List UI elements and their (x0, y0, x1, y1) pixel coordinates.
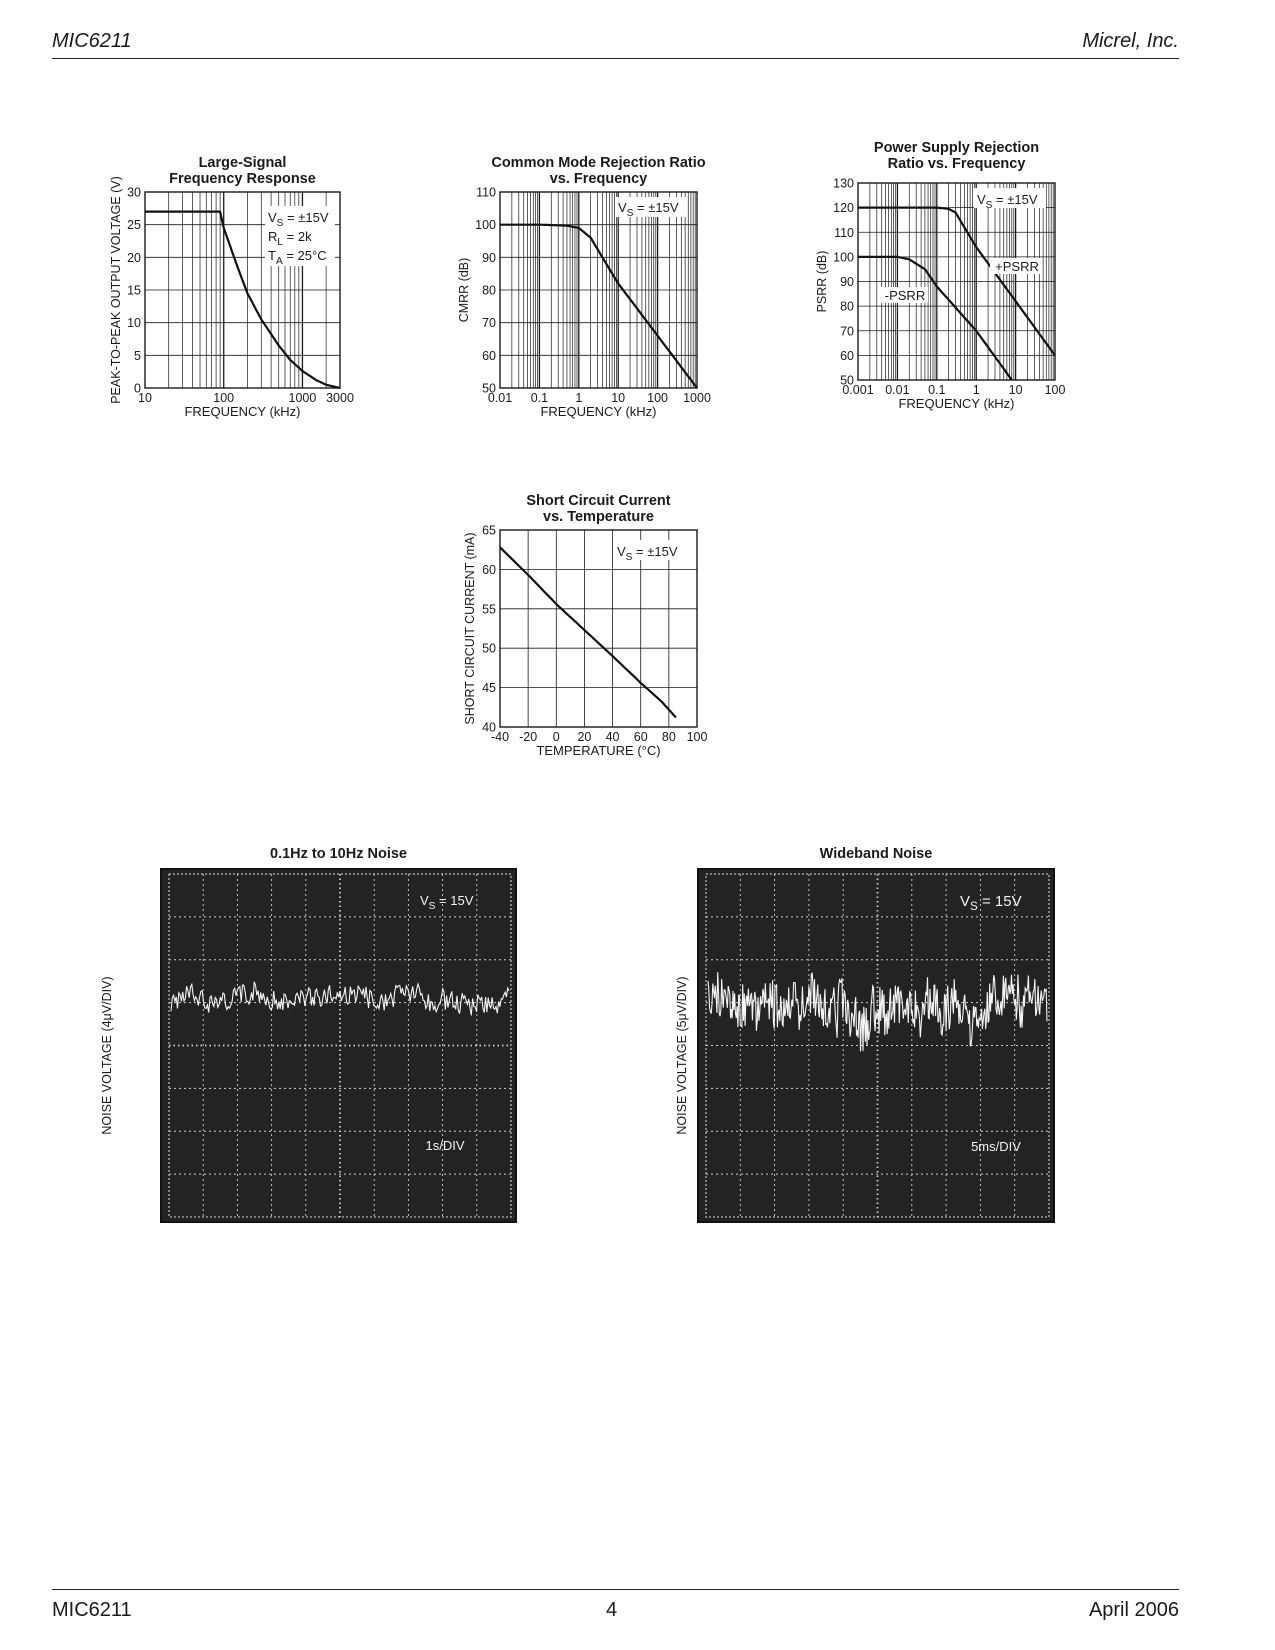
chart4-y-tick-label: 45 (482, 681, 496, 696)
chart2-y-tick-label: 50 (482, 381, 496, 396)
chart4-x-tick-label: 0 (552, 730, 560, 744)
chart3-y-tick-label: 50 (840, 373, 854, 388)
chart3-x-tick-label: 0.001 (842, 383, 874, 397)
footer-page-number: 4 (606, 1599, 618, 1621)
header-part-number: MIC6211 (52, 30, 132, 52)
chart2-y-tick-label: 110 (476, 185, 496, 200)
chart2-y-tick-label: 100 (475, 218, 496, 233)
chart1-y-tick-label: 15 (127, 283, 141, 298)
chart3-y-tick-label: 100 (833, 250, 854, 265)
chart4-x-tick-label: 40 (605, 730, 620, 744)
footer-part-number: MIC6211 (52, 1599, 132, 1621)
chart1-annotation: $T_A = 25^\circ C$ (268, 248, 327, 267)
chart4-y-tick-label: 50 (482, 641, 496, 656)
chart2-annotation: $V_S = \pm 15V$ (618, 200, 679, 219)
chart4-x-tick-label: 100 (686, 730, 708, 744)
chart4-x-tick-label: 60 (633, 730, 648, 744)
chart4-title-line-2: vs. Temperature (543, 509, 654, 525)
chart1-x-axis-label: FREQUENCY (kHz) (184, 404, 301, 419)
chart2-x-tick-label: 1000 (683, 391, 711, 405)
chart2-series-line (500, 225, 697, 388)
chart1-y-tick-label: 5 (134, 348, 141, 363)
chart2-x-tick-label: 10 (611, 391, 626, 405)
chart4-y-tick-label: 55 (482, 602, 496, 617)
chart4-y-tick-label: 65 (482, 523, 496, 538)
chart3-title-line-1: Power Supply Rejection (873, 140, 1040, 156)
chart3-y-tick-label: 110 (834, 225, 854, 240)
chart2-x-tick-label: 0.1 (530, 391, 549, 405)
chart4-series-line (500, 547, 676, 717)
chart1-x-tick-label: 100 (213, 391, 235, 405)
chart2-y-tick-label: 70 (482, 316, 496, 331)
chart2-y-axis-label: CMRR (dB) (457, 257, 471, 323)
chart4-title-line-1: Short Circuit Current (526, 493, 671, 509)
chart2-x-axis-label: FREQUENCY (kHz) (540, 404, 657, 419)
chart4-x-axis-label: TEMPERATURE (°C) (536, 743, 661, 758)
chart3-y-tick-label: 120 (833, 201, 854, 216)
chart1-y-tick-label: 30 (127, 185, 141, 200)
chart3-x-axis-label: FREQUENCY (kHz) (898, 396, 1015, 411)
chart3-series-label-minus-psrr: -PSRR (884, 288, 926, 303)
chart1-y-tick-label: 0 (134, 381, 141, 396)
chart2-y-tick-label: 80 (482, 283, 496, 298)
chart5-title: 0.1Hz to 10Hz Noise (270, 846, 407, 862)
chart1-x-tick-label: 1000 (288, 391, 317, 405)
chart2-title-line-1: Common Mode Rejection Ratio (491, 155, 706, 171)
chart3-x-tick-label: 100 (1044, 383, 1066, 397)
chart2-x-tick-label: 1 (575, 391, 583, 405)
chart2-x-tick-label: 0.01 (487, 391, 513, 405)
chart4-x-tick-label: 80 (661, 730, 676, 744)
chart3-x-tick-label: 0.01 (885, 383, 910, 397)
chart2-x-tick-label: 100 (647, 391, 669, 405)
chart4-x-tick-label: -20 (519, 730, 538, 744)
footer-date: April 2006 (1088, 1599, 1179, 1621)
chart1-y-axis-label: PEAK-TO-PEAK OUTPUT VOLTAGE (V) (109, 176, 123, 404)
chart1-annotation: $V_S = \pm 15V$ (268, 210, 329, 229)
chart2-y-tick-label: 90 (482, 250, 496, 265)
chart3-y-tick-label: 90 (840, 275, 854, 289)
chart1-y-tick-label: 25 (127, 218, 141, 233)
chart5-timebase-label: 1s/DIV (425, 1138, 465, 1153)
chart3-y-tick-label: 130 (833, 176, 854, 191)
chart6-supply-annotation: $V_S = 15V$ (960, 893, 1022, 913)
chart1-y-tick-label: 10 (127, 316, 141, 331)
chart4-x-tick-label: -40 (490, 730, 510, 744)
chart3-series-label-plus-psrr: +PSRR (995, 259, 1039, 274)
chart1-x-tick-label: 3000 (326, 391, 354, 405)
chart3-y-tick-label: 70 (840, 324, 854, 339)
chart3-y-tick-label: 60 (840, 348, 854, 363)
chart1-y-tick-label: 20 (127, 250, 141, 265)
chart3-y-axis-label: PSRR (dB) (815, 250, 829, 313)
chart3-x-tick-label: 10 (1008, 383, 1023, 397)
chart6-timebase-label: 5ms/DIV (971, 1139, 1021, 1154)
chart1-title-line-1: Large-Signal (198, 155, 287, 171)
footer-rule (52, 1589, 1179, 1590)
chart4-annotation: $V_S = \pm 15V$ (617, 544, 678, 563)
chart4-y-tick-label: 40 (482, 720, 496, 735)
header-company: Micrel, Inc. (1082, 30, 1179, 52)
chart3-y-tick-label: 80 (840, 299, 854, 314)
chart6-y-axis-label: NOISE VOLTAGE (5μV/DIV) (675, 976, 689, 1135)
chart4-x-tick-label: 20 (577, 730, 592, 744)
chart5-supply-annotation: $V_S = 15V$ (420, 893, 474, 912)
chart5-y-axis-label: NOISE VOLTAGE (4μV/DIV) (100, 976, 114, 1135)
chart4-y-tick-label: 60 (482, 562, 496, 577)
chart4-y-axis-label: SHORT CIRCUIT CURRENT (mA) (463, 532, 477, 725)
chart1-annotation: $R_L = 2k$ (268, 229, 312, 248)
chart3-x-tick-label: 1 (972, 383, 980, 397)
chart6-title: Wideband Noise (819, 846, 933, 862)
chart2-y-tick-label: 60 (482, 348, 496, 363)
chart3-annotation: $V_S = \pm 15V$ (977, 192, 1038, 211)
chart3-x-tick-label: 0.1 (928, 383, 946, 397)
chart1-x-tick-label: 10 (138, 391, 152, 405)
chart2-title-line-2: vs. Frequency (549, 171, 648, 187)
chart3-title-line-2: Ratio vs. Frequency (887, 156, 1026, 172)
chart1-title-line-2: Frequency Response (169, 171, 316, 187)
